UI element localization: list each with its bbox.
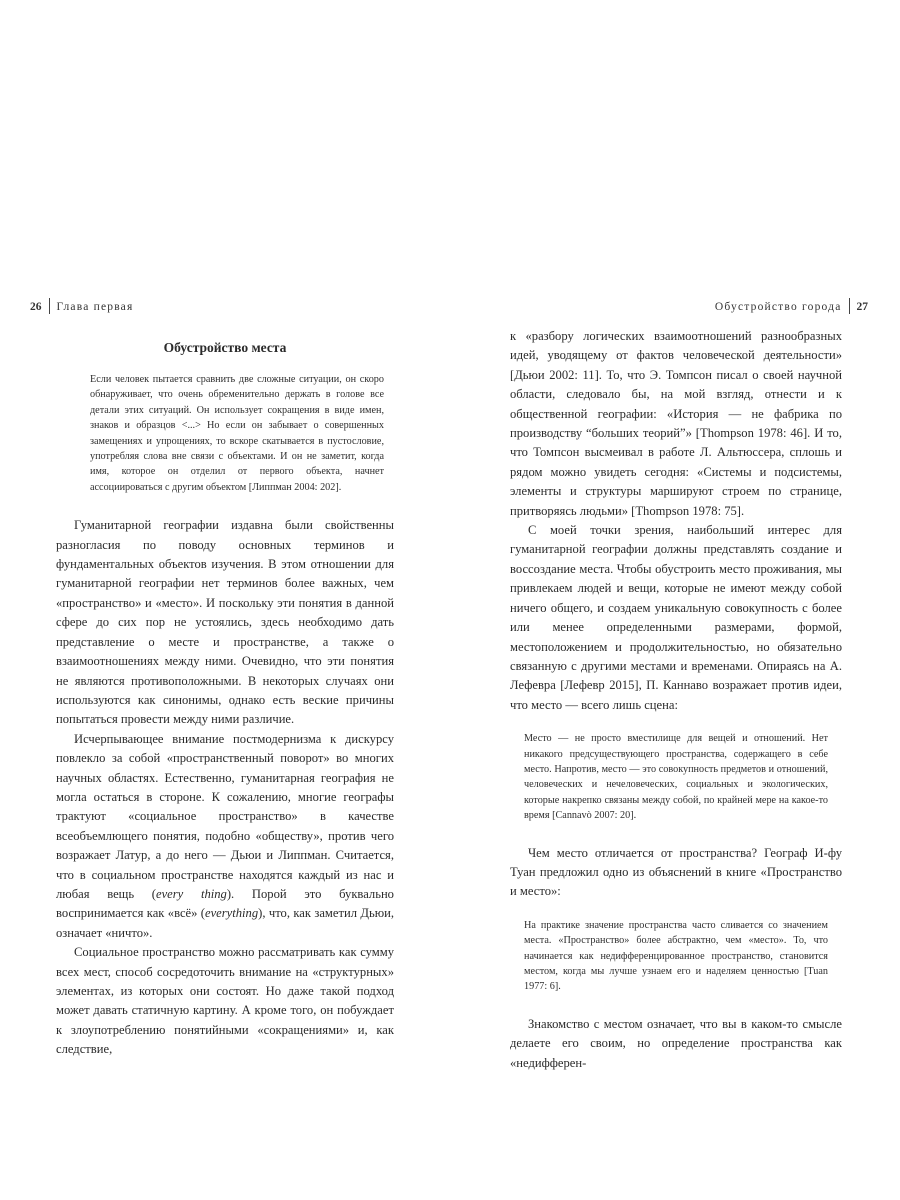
paragraph: Знакомство с местом означает, что вы в каком-то смысле делаете его своим, но определение пространства как «недифферен- — [510, 1016, 842, 1070]
right-running-head: Обустройство города — [714, 301, 842, 313]
section-title: Обустройство места — [163, 340, 287, 355]
header-divider — [49, 298, 50, 314]
paragraph: Исчерпывающее внимание постмодернизма к дискурсу повлекло за собой «пространственный поворот» во многих научных областях. Естественно, гуманитарная география не могла остаться в стороне. К сожалению, многие географы трактуют «социальное пространство» в качестве всеобъемлющего понятия, подобно «обществу», против чего возражает Латур, а до него — Дьюи и Липпман. Считается, что в социальном пространстве находятся каждый из нас и любая вещь (every thing). Порой это буквально воспринимается как «всё» (everything), что, как заметил Дьюи, означает «ничто». — [56, 731, 394, 940]
epigraph: Если человек пытается сравнить две сложные ситуации, он скоро обнаруживает, что очень обременительно держать в голове все детали этих ситуаций. Он использует сокращения в виде имен, знаков и образцов <...> Но если он забывает о совершенных замещениях и упрощениях, то вскоре скатывается в пустословие, употребляя слова вне связи с объектами. И он не заметит, когда имя, которое он отделил от первого объекта, начнет ассоциироваться с другим объектом [Липпман 2004: 202]. — [90, 374, 384, 493]
header-divider — [849, 298, 850, 314]
right-page-number: 27 — [856, 301, 868, 313]
block-quote: Место — не просто вместилище для вещей и отношений. Нет никакого предсуществующего пространства, содержащего в себе место. Напротив, место — это совокупность предметов и отношений, человеческих и нечеловеческих, социальных и экологических, которые накрепко связаны между собой, по крайней мере на какое-то время [Cannavò 2007: 20]. — [524, 733, 828, 822]
paragraph: Социальное пространство можно рассматривать как сумму всех мест, способ сосредоточить внимание на «структурных» элементах, из которых они состоят. Но даже такой подход может давать статичную картину. А кроме того, он побуждает к злоупотреблению понятийными «сокращениями» и, как следствие, — [56, 945, 394, 1057]
right-running-header — [715, 298, 868, 314]
right-page — [450, 0, 900, 1200]
left-page-number: 26 — [30, 301, 42, 313]
paragraph: С моей точки зрения, наибольший интерес для гуманитарной географии должны представлять создание и воссоздание места. Чтобы обустроить место проживания, мы привлекаем людей и вещи, которые не имеют между собой ничего общего, и создаем уникальную совокупность с более или менее определенными размерами, формой, местоположением и продолжительностью, но обязательно связанную с другими местами и временами. Опираясь на А. Лефевра [Лефевр 2015], П. Каннаво возражает против идеи, что место — всего лишь сцена: — [510, 523, 842, 712]
left-text-column — [56, 327, 394, 1060]
italic-term: every thing — [156, 886, 227, 901]
paragraph: к «разбору логических взаимоотношений разнообразных идей, уводящему от фактов человеческой деятельности» [Дьюи 2002: 11]. То, что Э. Томпсон писал о своей научной области, следовало бы, на мой взгляд, отнести и к общественной географии: «История — не фабрика по производству “больших теорий”» [Thompson 1978: 46]. И то, что Томпсон высмеивал в работе Л. Альтюссера, сплошь и рядом можно увидеть сегодня: «Системы и подсистемы, элементы и структуры маршируют строем по странице, притворяясь людьми» [Thompson 1978: 75]. — [510, 329, 842, 518]
paragraph: Гуманитарной географии издавна были свойственны разногласия по поводу основных терминов и фундаментальных объектов изучения. В этом отношении для гуманитарной географии нет терминов более важных, чем «пространство» и «место». И поскольку эти понятия в данной сфере до сих пор не устоялись, здесь необходимо дать представление о месте и пространстве, а также о взаимоотношениях между ними. Очевидно, что эти понятия не являются противоположными. В некоторых случаях они используются как синонимы, однако есть веские причины попытаться провести между ними различие. — [56, 518, 394, 727]
italic-term: everything — [205, 906, 259, 921]
left-running-head: Глава первая — [56, 301, 134, 313]
block-quote: На практике значение пространства часто сливается со значением места. «Пространство» более абстрактно, чем «место». То, что начинается как недифференцированное пространство, становится местом, когда мы лучше узнаем его и наделяем ценностью [Tuan 1977: 6]. — [524, 919, 828, 993]
paragraph: Чем место отличается от пространства? Географ И-фу Туан предложил одно из объяснений в книге «Пространство и место»: — [510, 845, 842, 899]
right-text-column — [510, 327, 842, 1073]
left-running-header — [30, 298, 133, 314]
